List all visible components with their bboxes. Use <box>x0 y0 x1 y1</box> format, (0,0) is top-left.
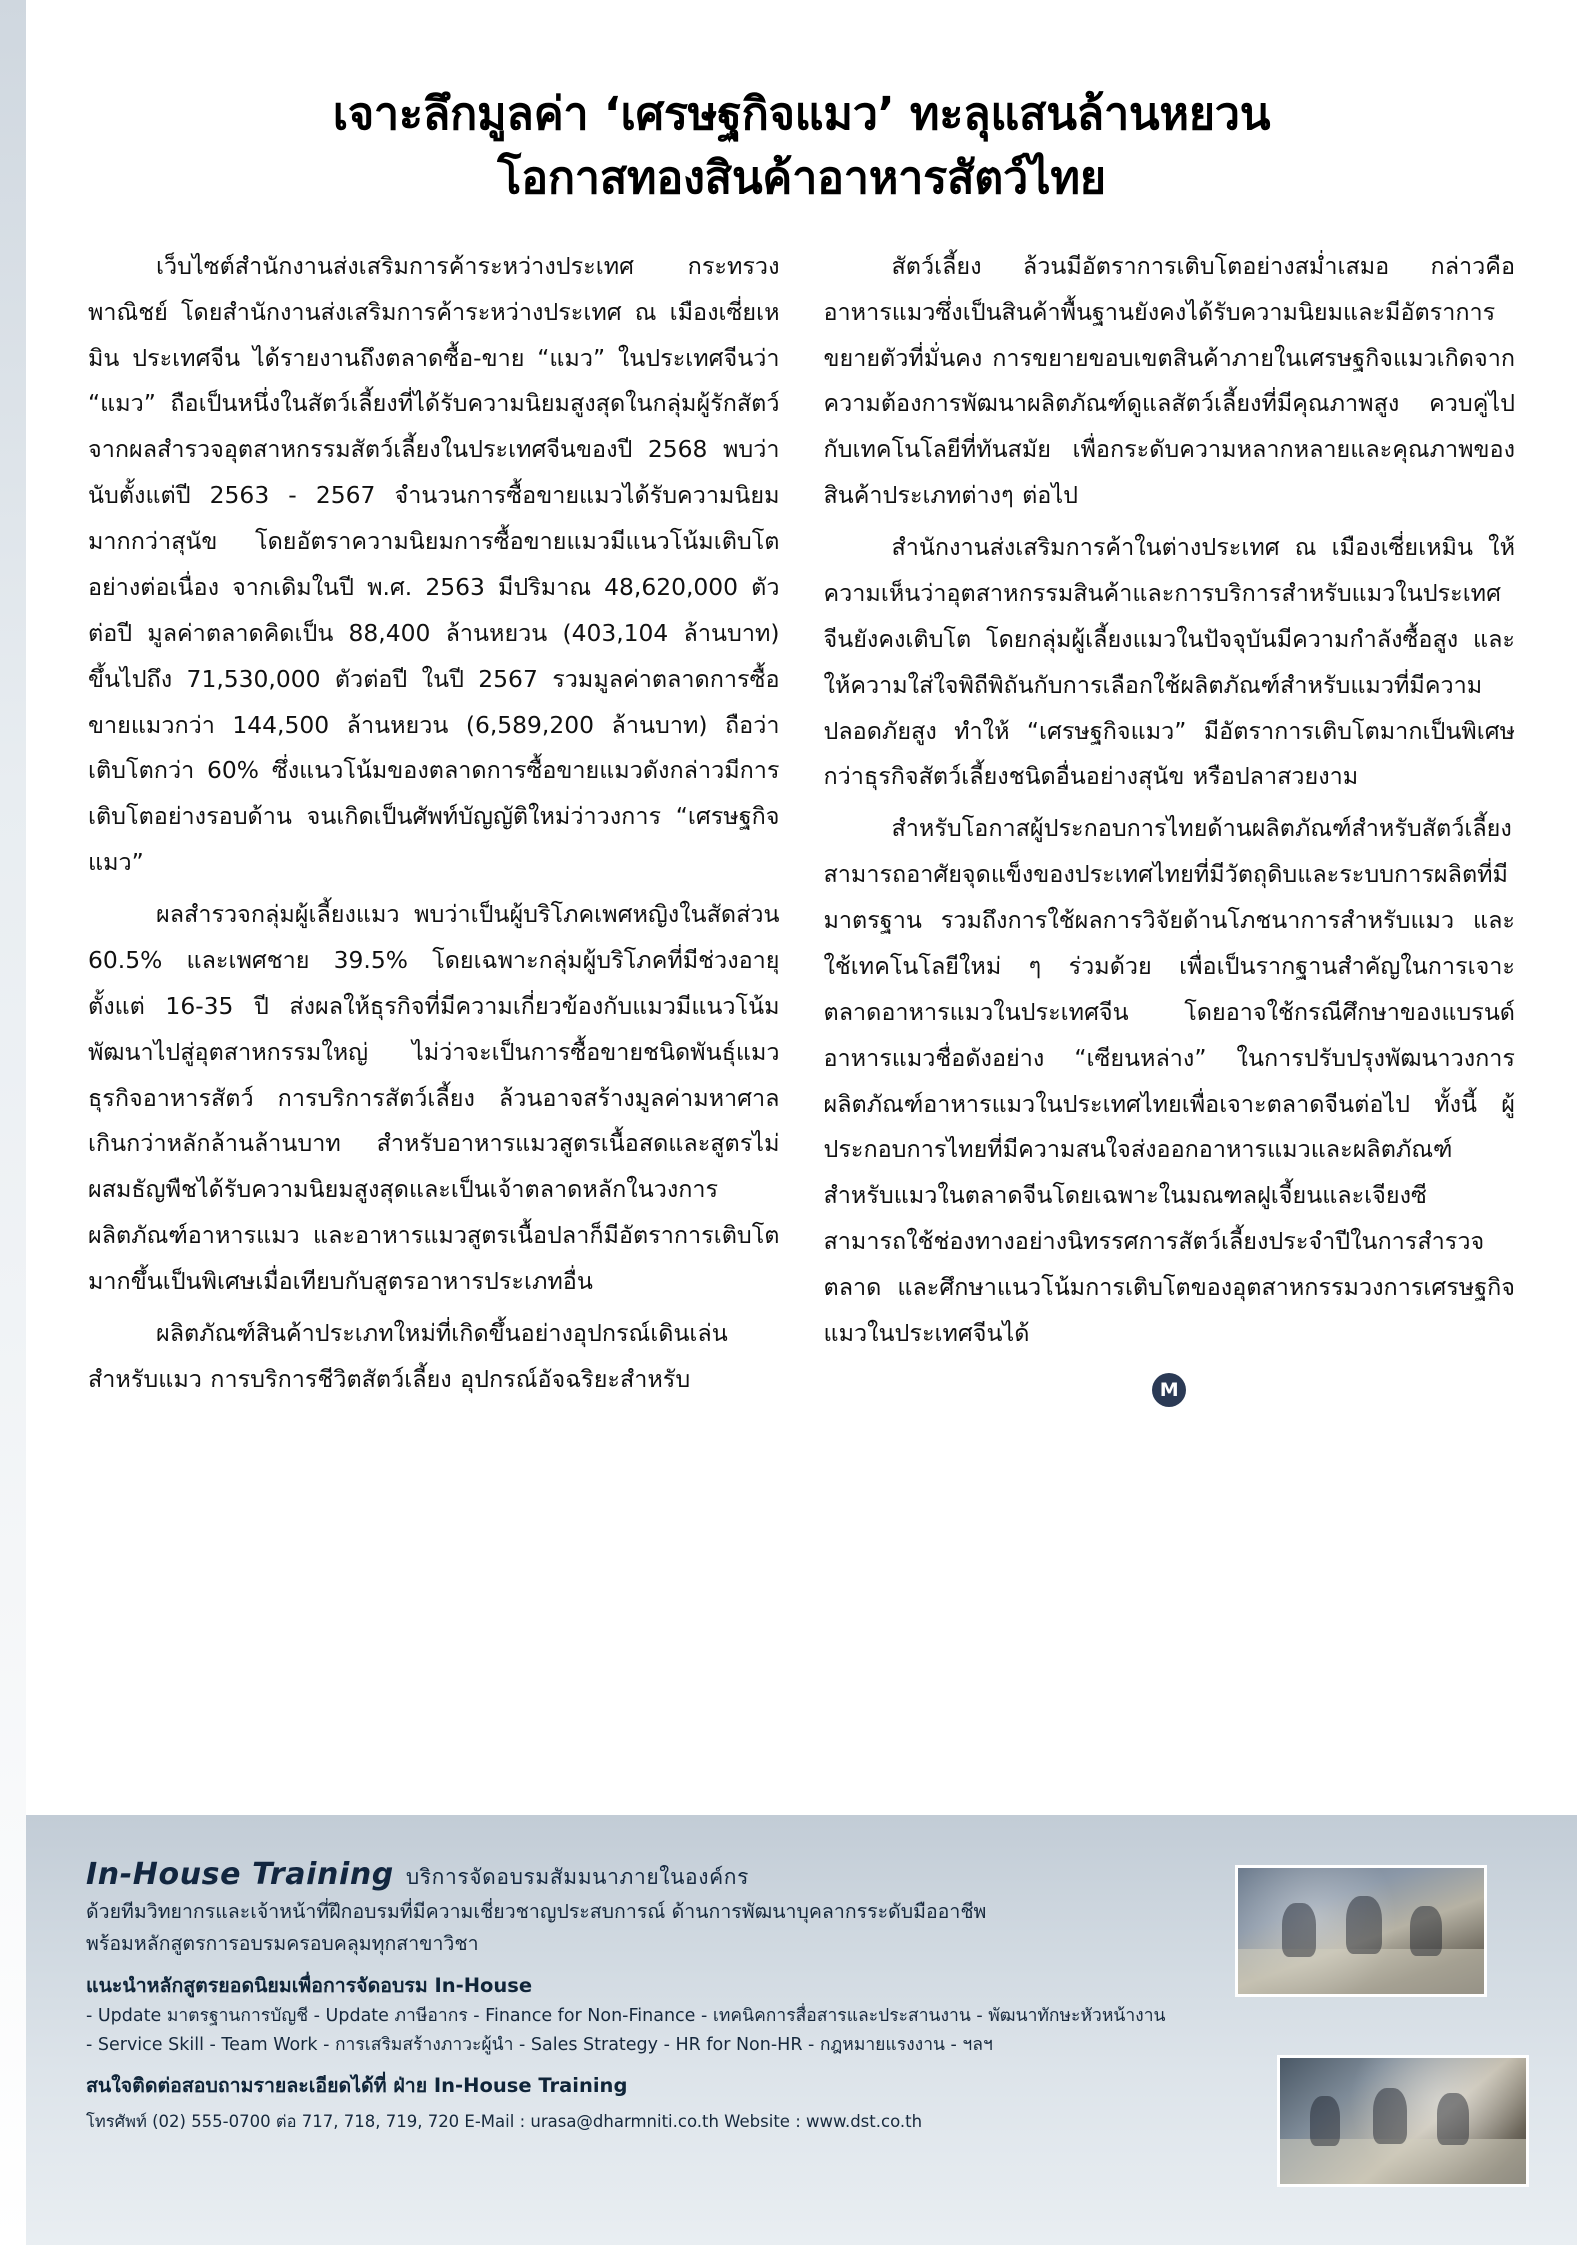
right-margin <box>1577 0 1587 2245</box>
photo-person-shape <box>1310 2096 1340 2146</box>
advertisement-banner <box>26 1815 1577 2245</box>
ad-description-line-1: ด้วยทีมวิทยากรและเจ้าหน้าที่ฝึกอบรมที่มีความเชี่ยวชาญประสบการณ์ ด้านการพัฒนาบุคลากรระดับมืออาชีพ <box>86 1900 987 1923</box>
column-right <box>824 244 1516 1407</box>
paragraph: สำนักงานส่งเสริมการค้าในต่างประเทศ ณ เมืองเซี่ยเหมิน ให้ความเห็นว่าอุตสาหกรรมสินค้าและการบริการสำหรับแมวในประเทศจีนยังคงเติบโต โดยกลุ่มผู้เลี้ยงแมวในปัจจุบันมีความกำลังซื้อสูง และให้ความใส่ใจพิถีพิถันกับการเลือกใช้ผลิตภัณฑ์สำหรับแมวที่มีความปลอดภัยสูง ทำให้ “เศรษฐกิจแมว” มีอัตราการเติบโตมากเป็นพิเศษกว่าธุรกิจสัตว์เลี้ยงชนิดอื่นอย่างสุนัข หรือปลาสวยงาม <box>823 533 1515 791</box>
headline-line-2: โอกาสทองสินค้าอาหารสัตว์ไทย <box>497 150 1106 204</box>
photo-person-shape <box>1410 1906 1442 1956</box>
headline-line-1: เจาะลึกมูลค่า ‘เศรษฐกิจแมว’ ทะลุแสนล้านหยวน <box>332 87 1271 140</box>
paragraph: ผลสำรวจกลุ่มผู้เลี้ยงแมว พบว่าเป็นผู้บริโภคเพศหญิงในสัดส่วน 60.5% และเพศชาย 39.5% โดยเฉพาะกลุ่มผู้บริโภคที่มีช่วงอายุตั้งแต่ 16-35 ปี ส่งผลให้ธุรกิจที่มีความเกี่ยวข้องกับแมวมีแนวโน้มพัฒนาไปสู่อุตสาหกรรมใหญ่ ไม่ว่าจะเป็นการซื้อขายชนิดพันธุ์แมว ธุรกิจอาหารสัตว์ การบริการสัตว์เลี้ยง ล้วนอาจสร้างมูลค่ามหาศาลเกินกว่าหลักล้านล้านบาท สำหรับอาหารแมวสูตรเนื้อสดและสูตรไม่ผสมธัญพืชได้รับความนิยมสูงสุดและเป็นเจ้าตลาดหลักในวงการผลิตภัณฑ์อาหารแมว และอาหารแมวสูตรเนื้อปลาก็มีอัตราการเติบโตมากขึ้นเป็นพิเศษเมื่อเทียบกับสูตรอาหารประเภทอื่น <box>88 900 780 1296</box>
photo-person-shape <box>1437 2093 1469 2145</box>
training-photo-1 <box>1235 1865 1487 1997</box>
paragraph: สำหรับโอกาสผู้ประกอบการไทยด้านผลิตภัณฑ์สำหรับสัตว์เลี้ยง สามารถอาศัยจุดแข็งของประเทศไทยที่มีวัตถุดิบและระบบการผลิตที่มีมาตรฐาน รวมถึงการใช้ผลการวิจัยด้านโภชนาการสำหรับแมว และใช้เทคโนโลยีใหม่ ๆ ร่วมด้วย เพื่อเป็นรากฐานสำคัญในการเจาะตลาดอาหารแมวในประเทศจีน โดยอาจใช้กรณีศึกษาของแบรนด์อาหารแมวชื่อดังอย่าง “เซียนหล่าง” ในการปรับปรุงพัฒนาวงการผลิตภัณฑ์อาหารแมวในประเทศไทยเพื่อเจาะตลาดจีนต่อไป ทั้งนี้ ผู้ประกอบการไทยที่มีความสนใจส่งออกอาหารแมวและผลิตภัณฑ์สำหรับแมวในตลาดจีนโดยเฉพาะในมณฑลฝูเจี้ยนและเจียงซี สามารถใช้ช่องทางอย่างนิทรรศการสัตว์เลี้ยงประจำปีในการสำรวจตลาด และศึกษาแนวโน้มการเติบโตของอุตสาหกรรมวงการเศรษฐกิจแมวในประเทศจีนได้ <box>823 814 1515 1347</box>
ad-photos <box>1229 1857 1529 2227</box>
article-columns <box>88 244 1515 1407</box>
ad-title-main: In-House Training <box>86 1857 394 1892</box>
paragraph: สัตว์เลี้ยง ล้วนมีอัตราการเติบโตอย่างสม่ำเสมอ กล่าวคือ อาหารแมวซึ่งเป็นสินค้าพื้นฐานยังคงได้รับความนิยมและมีอัตราการขยายตัวที่มั่นคง การขยายขอบเขตสินค้าภายในเศรษฐกิจแมวเกิดจากความต้องการพัฒนาผลิตภัณฑ์ดูแลสัตว์เลี้ยงที่มีคุณภาพสูง ควบคู่ไปกับเทคโนโลยีที่ทันสมัย เพื่อกระดับความหลากหลายและคุณภาพของสินค้าประเภทต่างๆ ต่อไป <box>823 251 1515 510</box>
paragraph: เว็บไซต์สำนักงานส่งเสริมการค้าระหว่างประเทศ กระทรวงพาณิชย์ โดยสำนักงานส่งเสริมการค้าระหว่างประเทศ ณ เมืองเซี่ยเหมิน ประเทศจีน ได้รายงานถึงตลาดซื้อ-ขาย “แมว” ในประเทศจีนว่า “แมว” ถือเป็นหนึ่งในสัตว์เลี้ยงที่ได้รับความนิยมสูงสุดในกลุ่มผู้รักสัตว์ จากผลสำรวจอุตสาหกรรมสัตว์เลี้ยงในประเทศจีนของปี 2568 พบว่านับตั้งแต่ปี 2563 - 2567 จำนวนการซื้อขายแมวได้รับความนิยมมากกว่าสุนัข โดยอัตราความนิยมการซื้อขายแมวมีแนวโน้มเติบโตอย่างต่อเนื่อง จากเดิมในปี พ.ศ. 2563 มีปริมาณ 48,620,000 ตัวต่อปี มูลค่าตลาดคิดเป็น 88,400 ล้านหยวน (403,104 ล้านบาท) ขึ้นไปถึง 71,530,000 ตัวต่อปี ในปี 2567 รวมมูลค่าตลาดการซื้อขายแมวกว่า 144,500 ล้านหยวน (6,589,200 ล้านบาท) ถือว่าเติบโตกว่า 60% ซึ่งแนวโน้มของตลาดการซื้อขายแมวดังกล่าวมีการเติบโตอย่างรอบด้าน จนเกิดเป็นศัพท์บัญญัติใหม่ว่าวงการ “เศรษฐกิจแมว” <box>88 251 780 877</box>
photo-desk-shape <box>1238 1949 1484 1994</box>
ad-description-line-2: พร้อมหลักสูตรการอบรมครอบคลุมทุกสาขาวิชา <box>86 1931 479 1955</box>
article-content <box>26 0 1577 1815</box>
ad-title <box>86 1857 1203 1894</box>
ad-text-block <box>86 1857 1203 2227</box>
logo-mark-icon: M <box>1152 1373 1186 1407</box>
end-of-article-mark <box>824 1373 1516 1407</box>
column-left <box>88 244 780 1403</box>
ad-cta[interactable]: สนใจติดต่อสอบถามรายละเอียดได้ที่ ฝ่าย In-House Training <box>86 2073 628 2097</box>
ad-course-list-2: - Service Skill - Team Work - การเสริมสร้างภาวะผู้นำ - Sales Strategy - HR for Non-HR - กฎหมายแรงงาน - ฯลฯ <box>86 2034 993 2055</box>
ad-title-subtitle: บริการจัดอบรมสัมมนาภายในองค์กร <box>405 1865 749 1889</box>
ad-course-list-1: - Update มาตรฐานการบัญชี - Update ภาษีอากร - Finance for Non-Finance - เทคนิคการสื่อสารและประสานงาน - พัฒนาทักษะหัวหน้างาน <box>86 2006 1166 2027</box>
photo-person-shape <box>1346 1896 1382 1954</box>
ad-contact-info[interactable]: โทรศัพท์ (02) 555-0700 ต่อ 717, 718, 719, 720 E-Mail : urasa@dharmniti.co.th Website : www.dst.co.th <box>86 2112 923 2132</box>
page-title <box>88 82 1515 210</box>
photo-person-shape <box>1373 2088 1407 2144</box>
ad-recommend-heading: แนะนำหลักสูตรยอดนิยมเพื่อการจัดอบรม In-House <box>86 1974 533 1998</box>
left-decorative-bar <box>0 0 26 2245</box>
paragraph: ผลิตภัณฑ์สินค้าประเภทใหม่ที่เกิดขึ้นอย่างอุปกรณ์เดินเล่นสำหรับแมว การบริการชีวิตสัตว์เลี้ยง อุปกรณ์อัจฉริยะสำหรับ <box>88 1318 728 1393</box>
photo-person-shape <box>1282 1903 1316 1957</box>
training-photo-2 <box>1277 2055 1529 2187</box>
